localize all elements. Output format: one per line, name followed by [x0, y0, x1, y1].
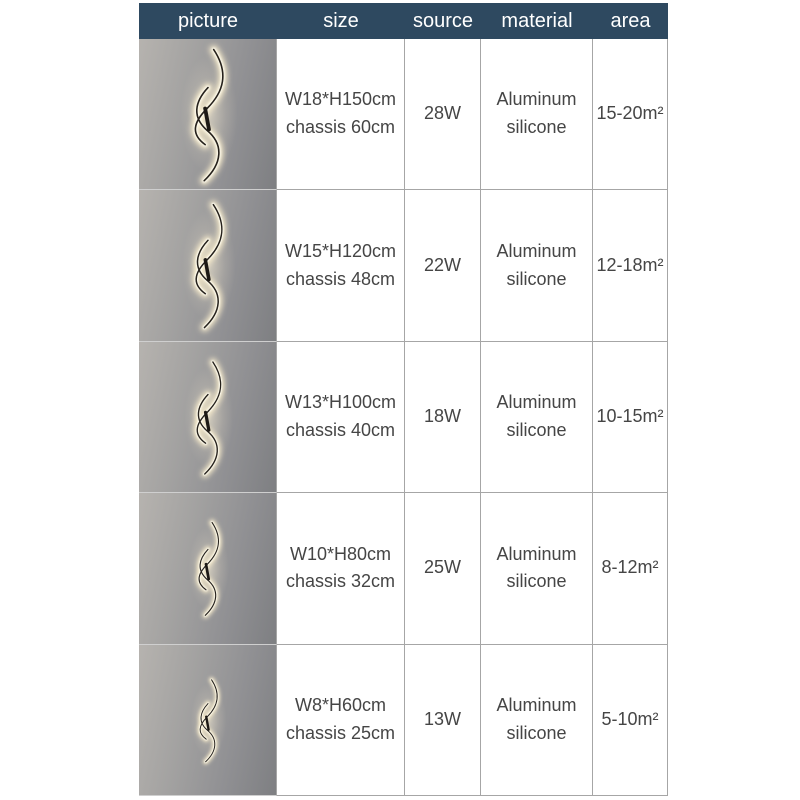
wavy-lamp-image: [139, 190, 277, 340]
product-photo-cell: [139, 342, 277, 493]
wavy-lamp-image: [139, 493, 277, 643]
product-photo-cell: [139, 190, 277, 341]
size-chassis: chassis 32cm: [285, 571, 396, 592]
wavy-lamp-image: [139, 39, 277, 189]
table-row: [139, 645, 668, 796]
table-row: [139, 493, 668, 644]
source-cell: 18W: [405, 342, 481, 493]
material-line2: silicone: [506, 571, 567, 592]
size-chassis: chassis 25cm: [285, 722, 396, 743]
table-row: [139, 190, 668, 341]
column-header-source: source: [412, 9, 474, 32]
material-line1: Aluminum: [496, 240, 577, 261]
area-cell: 15-20m²: [593, 39, 668, 190]
product-photo-cell: [139, 39, 277, 190]
column-header-area: area: [610, 9, 651, 32]
area-cell: 8-12m²: [593, 493, 668, 644]
size-chassis: chassis 48cm: [285, 268, 396, 289]
table-header-row: [139, 3, 668, 39]
material-line2: silicone: [506, 420, 567, 441]
table-row: [139, 39, 668, 190]
material-cell: [481, 190, 593, 341]
size-dimensions: W13*H100cm: [284, 392, 397, 413]
column-header-size: size: [323, 9, 359, 32]
column-header-picture: picture: [177, 9, 239, 32]
area-cell: 10-15m²: [593, 342, 668, 493]
column-header-material: material: [501, 9, 573, 32]
source-cell: 13W: [405, 645, 481, 796]
wavy-lamp-image: [139, 342, 277, 492]
material-line1: Aluminum: [496, 694, 577, 715]
spec-table: [139, 3, 668, 796]
size-dimensions: W15*H120cm: [284, 240, 397, 261]
size-cell: [277, 342, 405, 493]
table-row: [139, 342, 668, 493]
wavy-lamp-image: [139, 645, 277, 795]
size-chassis: chassis 60cm: [285, 117, 396, 138]
size-cell: [277, 645, 405, 796]
material-cell: [481, 39, 593, 190]
size-cell: [277, 39, 405, 190]
material-cell: [481, 493, 593, 644]
source-cell: 22W: [405, 190, 481, 341]
size-chassis: chassis 40cm: [285, 420, 396, 441]
material-line1: Aluminum: [496, 543, 577, 564]
area-cell: 5-10m²: [593, 645, 668, 796]
material-line2: silicone: [506, 117, 567, 138]
size-dimensions: W10*H80cm: [289, 543, 392, 564]
product-photo-cell: [139, 645, 277, 796]
material-line2: silicone: [506, 268, 567, 289]
material-line1: Aluminum: [496, 392, 577, 413]
material-cell: [481, 645, 593, 796]
product-photo-cell: [139, 493, 277, 644]
material-line1: Aluminum: [496, 89, 577, 110]
source-cell: 28W: [405, 39, 481, 190]
source-cell: 25W: [405, 493, 481, 644]
size-cell: [277, 190, 405, 341]
size-dimensions: W8*H60cm: [294, 694, 387, 715]
material-line2: silicone: [506, 722, 567, 743]
material-cell: [481, 342, 593, 493]
size-cell: [277, 493, 405, 644]
area-cell: 12-18m²: [593, 190, 668, 341]
size-dimensions: W18*H150cm: [284, 89, 397, 110]
